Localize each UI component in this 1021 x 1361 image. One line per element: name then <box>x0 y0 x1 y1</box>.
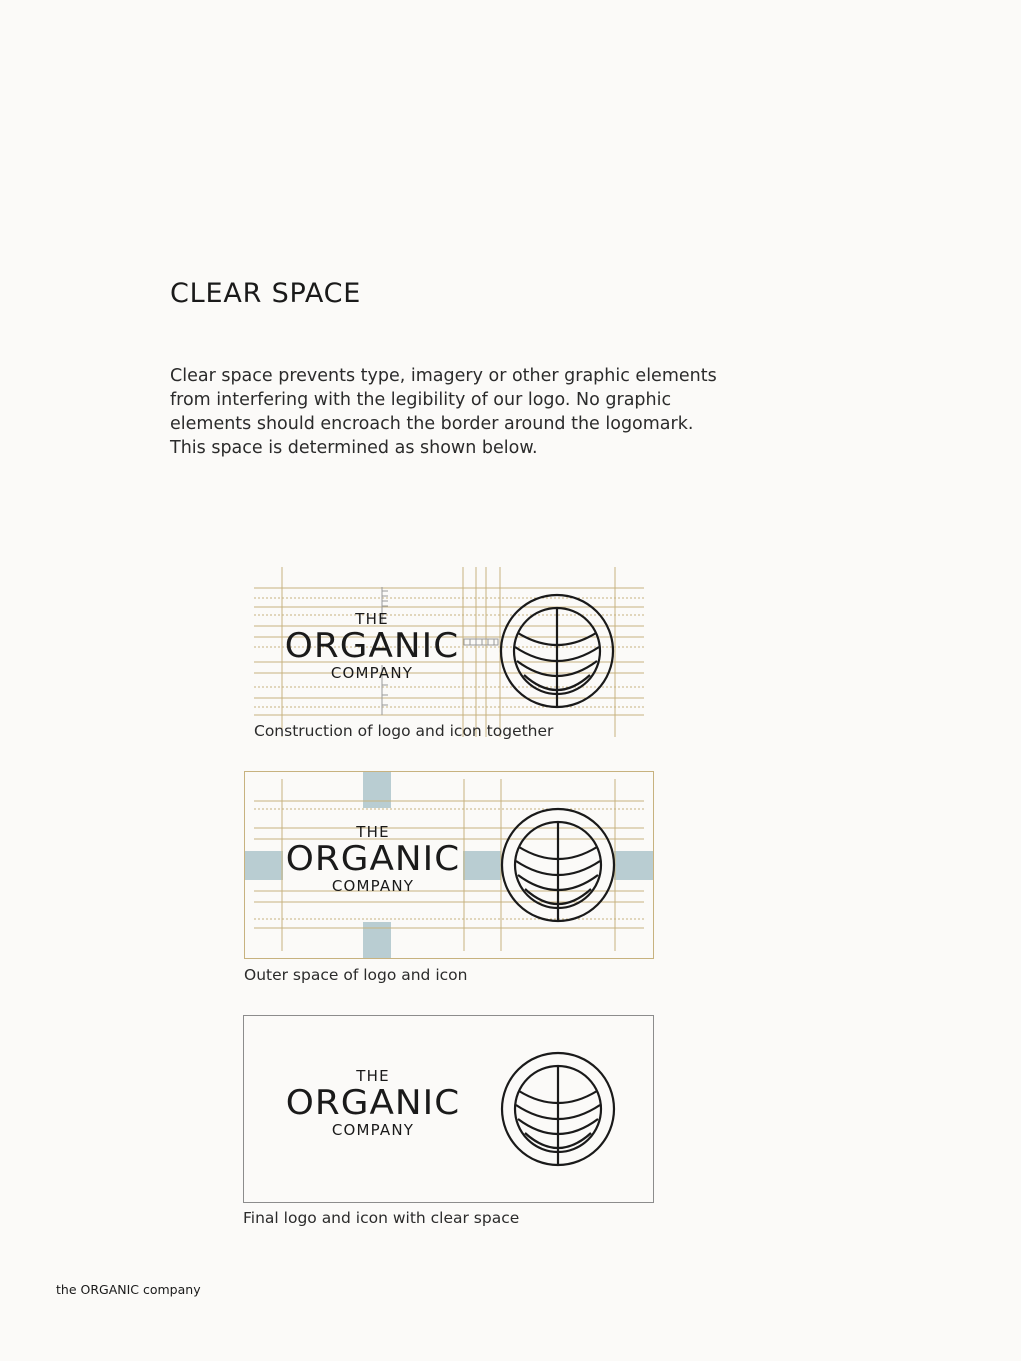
intro-line: Clear space prevents type, imagery or other graphic elements <box>170 366 717 386</box>
globe-leaf-icon <box>501 595 613 707</box>
outer-space-figure <box>244 771 654 959</box>
outer-space-caption: Outer space of logo and icon <box>244 966 468 984</box>
intro-line: elements should encroach the border around the logomark. <box>170 414 694 434</box>
logo-wordmark <box>273 1067 473 1139</box>
logo-organic: ORGANIC <box>285 1083 461 1123</box>
intro-line: This space is determined as shown below. <box>170 438 538 458</box>
logo-the: THE <box>355 610 389 628</box>
logo-wordmark <box>273 823 473 895</box>
globe-leaf-icon <box>502 1053 614 1165</box>
final-caption: Final logo and icon with clear space <box>243 1209 520 1227</box>
construction-caption: Construction of logo and icon together <box>254 722 554 740</box>
logo-organic: ORGANIC <box>285 839 461 879</box>
logo-the: THE <box>356 823 390 841</box>
page-title: CLEAR SPACE <box>170 278 362 309</box>
logo-company: COMPANY <box>331 1121 415 1139</box>
final-figure <box>243 1015 654 1203</box>
logo-the: THE <box>356 1067 390 1085</box>
intro-paragraph <box>170 364 730 460</box>
footer-brand: the ORGANIC company <box>56 1282 201 1297</box>
globe-leaf-icon <box>502 809 614 921</box>
logo-company: COMPANY <box>330 664 414 682</box>
intro-line: from interfering with the legibility of our logo. No graphic <box>170 390 672 410</box>
logo-wordmark <box>272 610 472 682</box>
logo-company: COMPANY <box>331 877 415 895</box>
construction-figure <box>250 565 650 740</box>
logo-organic: ORGANIC <box>284 626 460 666</box>
